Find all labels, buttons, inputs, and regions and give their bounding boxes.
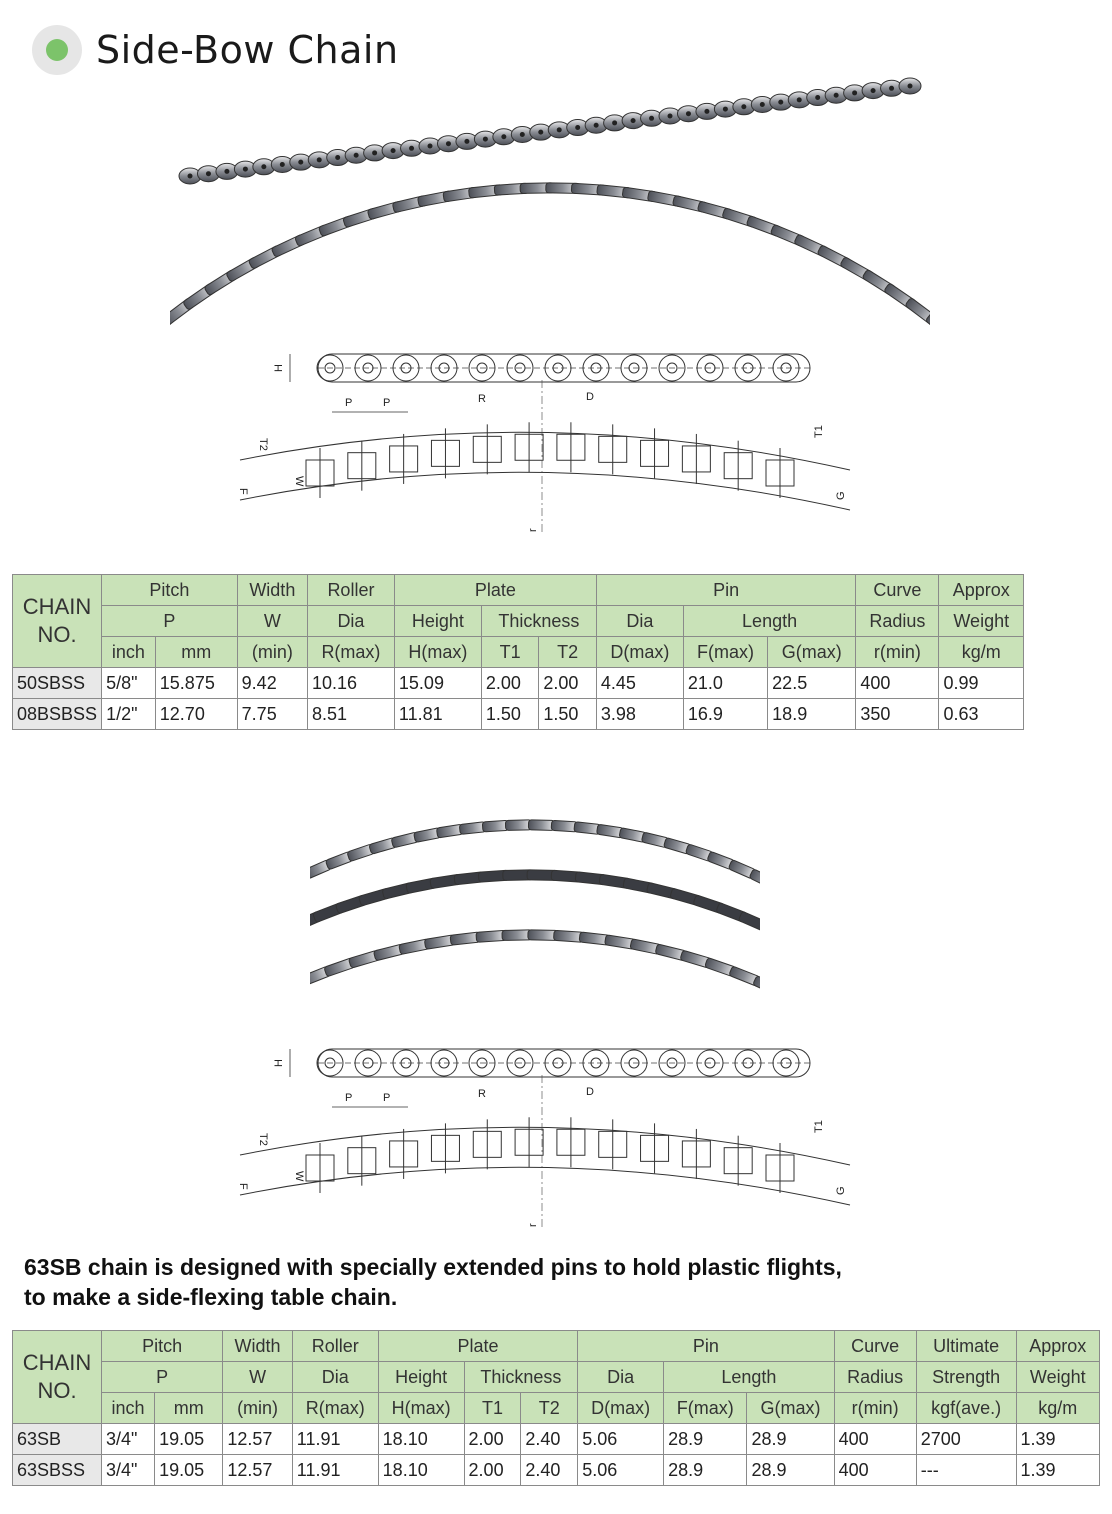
hdr-roller: Roller [292, 1331, 378, 1362]
hdr-chain-no: CHAIN NO. [13, 1331, 102, 1424]
table-cell: 12.57 [223, 1424, 292, 1455]
hdr-height: Height [394, 606, 481, 637]
chain-drawing-bottom [220, 1035, 870, 1235]
table-cell: 350 [856, 699, 939, 730]
svg-text:W: W [293, 1171, 305, 1182]
hdr-pin-dia: Dia [596, 606, 683, 637]
svg-text:P: P [383, 1092, 391, 1104]
svg-text:T2: T2 [257, 1133, 269, 1146]
hdr-strength: Strength [916, 1362, 1016, 1393]
table-cell: 22.5 [768, 668, 856, 699]
hdr-t1: T1 [464, 1393, 521, 1424]
table-cell: 18.9 [768, 699, 856, 730]
table-cell: 1/2" [102, 699, 156, 730]
chain-photo-bottom [310, 795, 760, 1010]
hdr-mm: mm [155, 1393, 223, 1424]
hdr-d-max: D(max) [578, 1393, 664, 1424]
hdr-thickness: Thickness [464, 1362, 578, 1393]
table-cell: 18.10 [378, 1455, 464, 1486]
table-cell: 2.40 [521, 1424, 578, 1455]
hdr-r-min: r(min) [856, 637, 939, 668]
hdr-pin-dia: Dia [578, 1362, 664, 1393]
hdr-t1: T1 [481, 637, 539, 668]
chain-drawing-top [220, 340, 870, 540]
table-cell: 5.06 [578, 1455, 664, 1486]
hdr-width-min: (min) [237, 637, 307, 668]
hdr-plate: Plate [394, 575, 596, 606]
hdr-chain-no: CHAIN NO. [13, 575, 102, 668]
svg-text:D: D [586, 391, 594, 403]
hdr-weight: Weight [1016, 1362, 1099, 1393]
table-cell: 2.40 [521, 1455, 578, 1486]
hdr-pin: Pin [578, 1331, 834, 1362]
table-cell: 19.05 [155, 1424, 223, 1455]
table-cell: 2.00 [539, 668, 597, 699]
chain-no-cell: 08BSBSS [13, 699, 102, 730]
hdr-radius: Radius [856, 606, 939, 637]
hdr-roller-r: R(max) [292, 1393, 378, 1424]
hdr-width-w: W [223, 1362, 292, 1393]
hdr-width-min: (min) [223, 1393, 292, 1424]
svg-text:r: r [527, 528, 539, 532]
hdr-curve: Curve [856, 575, 939, 606]
table-cell: --- [916, 1455, 1016, 1486]
table-cell: 0.63 [939, 699, 1024, 730]
table-cell: 11.91 [292, 1424, 378, 1455]
svg-text:P: P [345, 1092, 353, 1104]
hdr-t2: T2 [521, 1393, 578, 1424]
table-cell: 7.75 [237, 699, 307, 730]
table-cell: 400 [856, 668, 939, 699]
table-cell: 12.70 [155, 699, 237, 730]
table-cell: 0.99 [939, 668, 1024, 699]
hdr-width-w: W [237, 606, 307, 637]
table-cell: 3/4" [102, 1455, 155, 1486]
note-line-2: to make a side-flexing table chain. [24, 1284, 398, 1310]
hdr-pin: Pin [596, 575, 855, 606]
table-cell: 15.875 [155, 668, 237, 699]
table-cell: 28.9 [664, 1455, 747, 1486]
table-cell: 11.81 [394, 699, 481, 730]
hdr-length: Length [683, 606, 856, 637]
svg-text:H: H [273, 1059, 285, 1067]
spec-table-1 [12, 574, 1024, 730]
hdr-pitch: Pitch [102, 1331, 223, 1362]
table-cell: 2.00 [464, 1455, 521, 1486]
table-cell: 15.09 [394, 668, 481, 699]
hdr-approx: Approx [1016, 1331, 1099, 1362]
svg-text:r: r [527, 1223, 539, 1227]
hdr-weight: Weight [939, 606, 1024, 637]
hdr-plate: Plate [378, 1331, 578, 1362]
table-cell: 1.39 [1016, 1455, 1099, 1486]
hdr-mm: mm [155, 637, 237, 668]
hdr-approx: Approx [939, 575, 1024, 606]
hdr-kgm: kg/m [1016, 1393, 1099, 1424]
table-cell: 3.98 [596, 699, 683, 730]
table-cell: 1.50 [481, 699, 539, 730]
table-cell: 5/8" [102, 668, 156, 699]
hdr-h-max: H(max) [378, 1393, 464, 1424]
hdr-curve: Curve [834, 1331, 916, 1362]
page-title: Side-Bow Chain [96, 28, 399, 72]
table-cell: 2.00 [464, 1424, 521, 1455]
hdr-pitch: Pitch [102, 575, 238, 606]
table-cell: 21.0 [683, 668, 767, 699]
table-cell: 19.05 [155, 1455, 223, 1486]
table-cell: 400 [834, 1455, 916, 1486]
table-cell: 1.50 [539, 699, 597, 730]
note-line-1: 63SB chain is designed with specially extended pins to hold plastic flights, [24, 1254, 842, 1280]
table-cell: 1.39 [1016, 1424, 1099, 1455]
hdr-roller: Roller [307, 575, 394, 606]
hdr-r-min: r(min) [834, 1393, 916, 1424]
table-cell: 400 [834, 1424, 916, 1455]
hdr-pitch-p: P [102, 606, 238, 637]
hdr-pitch-p: P [102, 1362, 223, 1393]
hdr-inch: inch [102, 1393, 155, 1424]
svg-text:F: F [237, 488, 249, 495]
svg-text:T1: T1 [813, 425, 825, 438]
table-cell: 11.91 [292, 1455, 378, 1486]
hdr-length: Length [664, 1362, 834, 1393]
chain-no-cell: 63SBSS [13, 1455, 102, 1486]
hdr-d-max: D(max) [596, 637, 683, 668]
table-cell: 18.10 [378, 1424, 464, 1455]
table-cell: 28.9 [747, 1455, 834, 1486]
hdr-f-max: F(max) [683, 637, 767, 668]
table-cell: 5.06 [578, 1424, 664, 1455]
hdr-g-max: G(max) [768, 637, 856, 668]
hdr-h-max: H(max) [394, 637, 481, 668]
hdr-roller-r: R(max) [307, 637, 394, 668]
hdr-g-max: G(max) [747, 1393, 834, 1424]
hdr-inch: inch [102, 637, 156, 668]
chain-no-cell: 63SB [13, 1424, 102, 1455]
hdr-roller-dia: Dia [292, 1362, 378, 1393]
svg-text:R: R [478, 393, 486, 405]
chain-no-cell: 50SBSS [13, 668, 102, 699]
table-cell: 28.9 [664, 1424, 747, 1455]
hdr-t2: T2 [539, 637, 597, 668]
svg-text:T2: T2 [257, 438, 269, 451]
hdr-radius: Radius [834, 1362, 916, 1393]
table-cell: 12.57 [223, 1455, 292, 1486]
hdr-roller-dia: Dia [307, 606, 394, 637]
svg-text:T1: T1 [813, 1120, 825, 1133]
svg-text:R: R [478, 1088, 486, 1100]
hdr-ultimate: Ultimate [916, 1331, 1016, 1362]
spec-table-2 [12, 1330, 1100, 1486]
table-cell: 8.51 [307, 699, 394, 730]
hdr-f-max: F(max) [664, 1393, 747, 1424]
chain-photo-top [170, 68, 930, 338]
table-cell: 28.9 [747, 1424, 834, 1455]
curved-chain-image [170, 183, 930, 338]
table-row [13, 668, 1024, 699]
table-cell: 2.00 [481, 668, 539, 699]
hdr-thickness: Thickness [481, 606, 596, 637]
hdr-kgm: kg/m [939, 637, 1024, 668]
table-cell: 3/4" [102, 1424, 155, 1455]
svg-text:P: P [345, 397, 353, 409]
table-cell: 4.45 [596, 668, 683, 699]
table-cell: 10.16 [307, 668, 394, 699]
svg-text:P: P [383, 397, 391, 409]
table-row [13, 1455, 1100, 1486]
svg-text:D: D [586, 1086, 594, 1098]
svg-text:W: W [293, 476, 305, 487]
hdr-width: Width [223, 1331, 292, 1362]
table-cell: 9.42 [237, 668, 307, 699]
svg-text:H: H [273, 364, 285, 372]
table-row [13, 1424, 1100, 1455]
table-cell: 16.9 [683, 699, 767, 730]
svg-text:F: F [237, 1183, 249, 1190]
hdr-kgf: kgf(ave.) [916, 1393, 1016, 1424]
bullet-icon [32, 25, 82, 75]
table-row [13, 699, 1024, 730]
table-cell: 2700 [916, 1424, 1016, 1455]
curved-chain-image [310, 930, 760, 1010]
straight-chain-image [179, 78, 921, 184]
svg-text:G: G [835, 491, 847, 500]
product-note [24, 1252, 842, 1312]
svg-text:G: G [835, 1186, 847, 1195]
hdr-height: Height [378, 1362, 464, 1393]
hdr-width: Width [237, 575, 307, 606]
